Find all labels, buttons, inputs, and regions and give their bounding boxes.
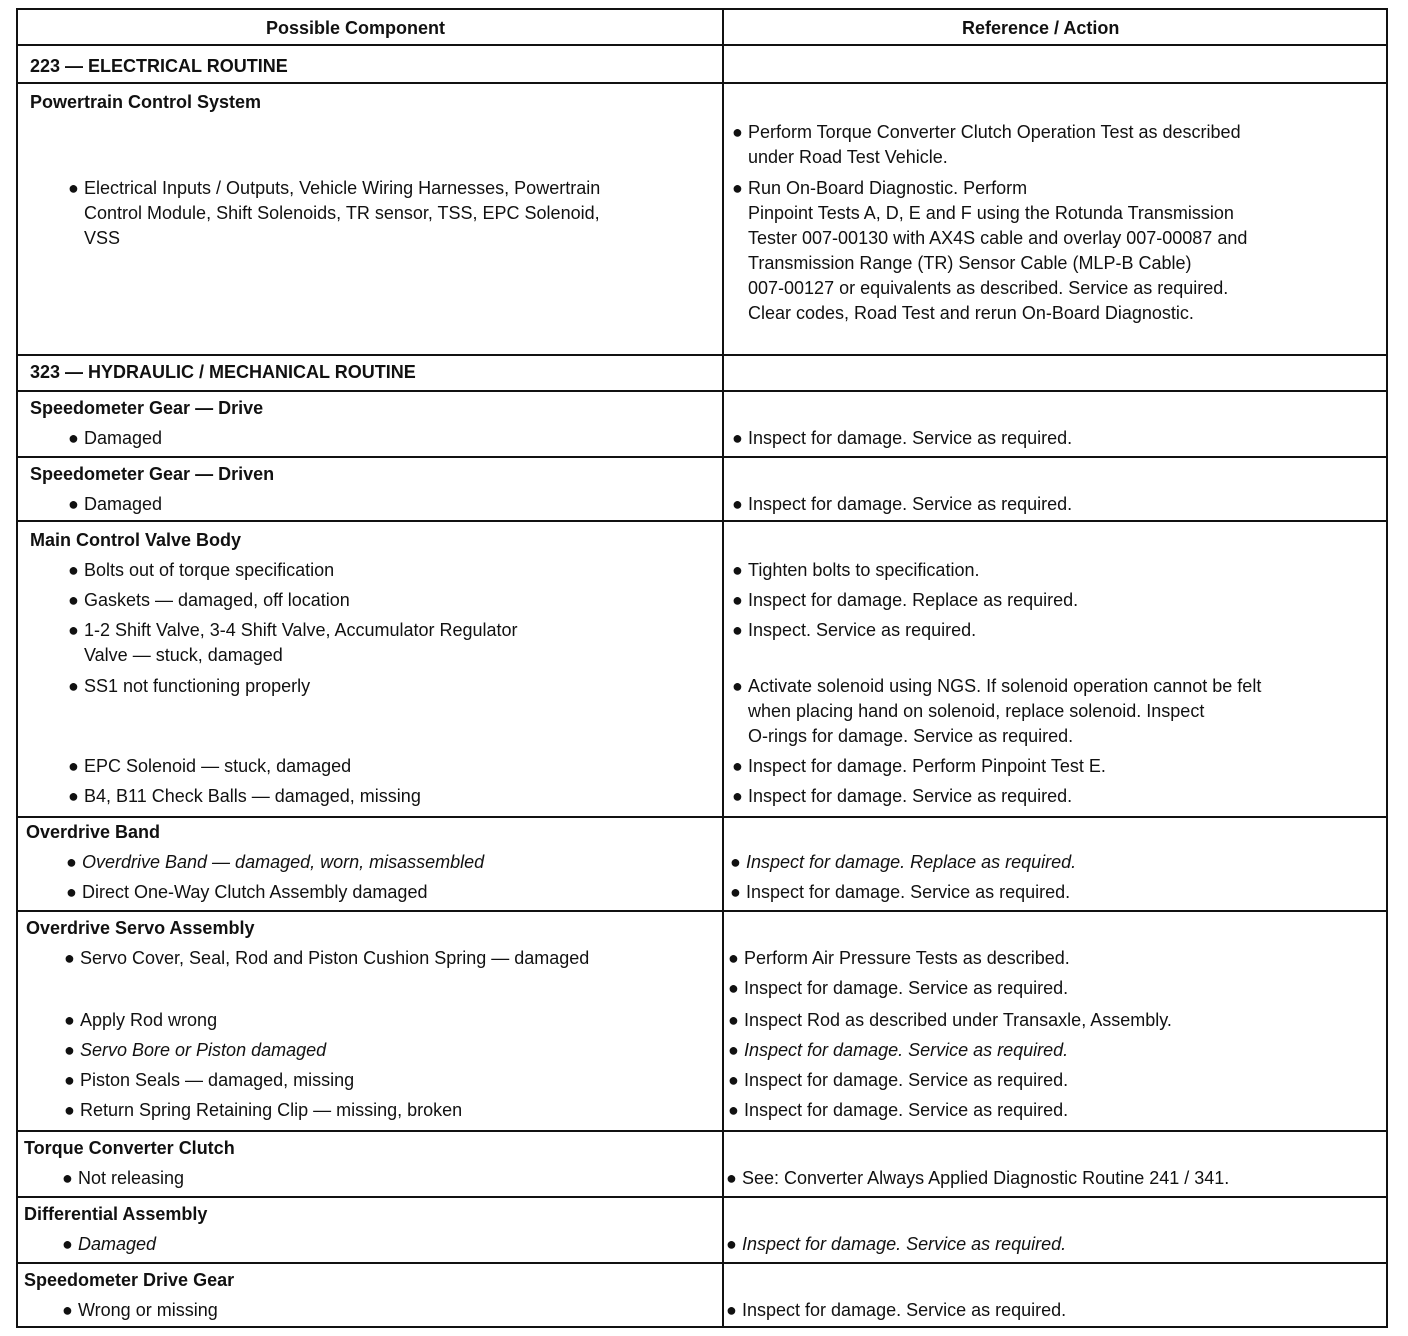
group-title-overdrive-servo: Overdrive Servo Assembly (26, 918, 255, 938)
bullet-icon: ● (728, 1100, 739, 1120)
section-title-electrical: 223 — ELECTRICAL ROUTINE (30, 56, 288, 76)
action-text: Inspect for damage. Replace as required. (748, 590, 1079, 610)
item-text: Direct One-Way Clutch Assembly damaged (82, 882, 428, 902)
action-text: Inspect for damage. Service as required. (748, 786, 1073, 806)
list-item (64, 1068, 704, 1093)
list-item (68, 618, 708, 668)
list-item (730, 850, 1380, 875)
bullet-icon: ● (62, 1234, 73, 1254)
bullet-icon: ● (728, 978, 739, 998)
item-text: Wrong or missing (78, 1300, 218, 1320)
column-divider (722, 10, 724, 1326)
list-item (728, 1068, 1378, 1093)
list-item (62, 1166, 702, 1191)
list-item (68, 674, 708, 699)
bullet-icon: ● (732, 428, 743, 448)
row-divider (18, 390, 1386, 392)
item-text: Damaged (84, 494, 163, 514)
item-text: Gaskets — damaged, off location (84, 590, 350, 610)
diagnostic-table (16, 8, 1388, 1328)
item-text: Overdrive Band — damaged, worn, misassembled (82, 852, 485, 872)
group-title-differential: Differential Assembly (24, 1204, 208, 1224)
item-text: Bolts out of torque specification (84, 560, 335, 580)
item-text: Apply Rod wrong (80, 1010, 218, 1030)
action-text: Clear codes, Road Test and rerun On-Board Diagnostic. (748, 303, 1194, 323)
action-text: Inspect for damage. Service as required. (744, 1070, 1069, 1090)
bullet-icon: ● (62, 1300, 73, 1320)
list-item (68, 754, 708, 779)
bullet-icon: ● (730, 882, 741, 902)
bullet-icon: ● (728, 948, 739, 968)
item-text: Not releasing (78, 1168, 185, 1188)
action-text: Inspect for damage. Service as required. (744, 1040, 1069, 1060)
list-item (68, 426, 708, 451)
bullet-icon: ● (732, 560, 743, 580)
row-divider (18, 354, 1386, 356)
item-text: Control Module, Shift Solenoids, TR sensor, TSS, EPC Solenoid, (84, 203, 600, 223)
bullet-icon: ● (64, 1010, 75, 1030)
list-item (62, 1232, 702, 1257)
column-header-action: Reference / Action (962, 18, 1120, 38)
action-text: Perform Torque Converter Clutch Operation Test as described (748, 122, 1241, 142)
list-item (732, 492, 1382, 517)
action-text: Pinpoint Tests A, D, E and F using the Rotunda Transmission (748, 203, 1234, 223)
bullet-icon: ● (68, 590, 79, 610)
action-text: Run On-Board Diagnostic. Perform (748, 178, 1028, 198)
row-divider (18, 520, 1386, 522)
bullet-icon: ● (732, 178, 743, 198)
row-divider (18, 1262, 1386, 1264)
bullet-icon: ● (68, 676, 79, 696)
item-text: Servo Cover, Seal, Rod and Piston Cushion Spring — damaged (80, 948, 590, 968)
list-item (732, 588, 1382, 613)
bullet-icon: ● (726, 1168, 737, 1188)
action-text: Inspect for damage. Service as required. (742, 1300, 1067, 1320)
bullet-icon: ● (64, 1070, 75, 1090)
item-text: VSS (84, 228, 121, 248)
item-text: Electrical Inputs / Outputs, Vehicle Wiring Harnesses, Powertrain (84, 178, 601, 198)
group-title-speedo-drive: Speedometer Gear — Drive (30, 398, 264, 418)
item-text: 1-2 Shift Valve, 3-4 Shift Valve, Accumulator Regulator (84, 620, 518, 640)
item-text: B4, B11 Check Balls — damaged, missing (84, 786, 421, 806)
list-item (64, 946, 714, 971)
list-item (68, 588, 708, 613)
bullet-icon: ● (68, 756, 79, 776)
bullet-icon: ● (64, 1040, 75, 1060)
bullet-icon: ● (732, 122, 743, 142)
bullet-icon: ● (66, 852, 77, 872)
row-divider (18, 910, 1386, 912)
list-item (732, 558, 1382, 583)
bullet-icon: ● (728, 1010, 739, 1030)
row-divider (18, 1196, 1386, 1198)
bullet-icon: ● (726, 1234, 737, 1254)
group-title-valve-body: Main Control Valve Body (30, 530, 242, 550)
bullet-icon: ● (68, 786, 79, 806)
bullet-icon: ● (732, 590, 743, 610)
list-item (68, 784, 708, 809)
bullet-icon: ● (68, 560, 79, 580)
item-text: Return Spring Retaining Clip — missing, broken (80, 1100, 463, 1120)
list-item (66, 880, 706, 905)
bullet-icon: ● (732, 756, 743, 776)
list-item (64, 1038, 704, 1063)
list-item (728, 976, 1378, 1001)
list-item (68, 176, 708, 256)
column-header-component: Possible Component (266, 18, 446, 38)
bullet-icon: ● (68, 620, 79, 640)
item-text: Valve — stuck, damaged (84, 645, 283, 665)
bullet-icon: ● (732, 620, 743, 640)
bullet-icon: ● (726, 1300, 737, 1320)
item-text: Piston Seals — damaged, missing (80, 1070, 355, 1090)
action-text: O-rings for damage. Service as required. (748, 726, 1074, 746)
action-text: Inspect for damage. Service as required. (748, 428, 1073, 448)
action-text: Inspect for damage. Service as required. (744, 1100, 1069, 1120)
bullet-icon: ● (68, 428, 79, 448)
bullet-icon: ● (732, 786, 743, 806)
list-item (68, 558, 708, 583)
list-item (728, 1038, 1378, 1063)
item-text: Servo Bore or Piston damaged (80, 1040, 327, 1060)
list-item (68, 492, 708, 517)
list-item (62, 1298, 702, 1323)
bullet-icon: ● (728, 1040, 739, 1060)
bullet-icon: ● (64, 948, 75, 968)
list-item (728, 946, 1378, 971)
row-divider (18, 82, 1386, 84)
bullet-icon: ● (732, 494, 743, 514)
action-text: 007-00127 or equivalents as described. Service as required. (748, 278, 1229, 298)
action-text: See: Converter Always Applied Diagnostic Routine 241 / 341. (742, 1168, 1230, 1188)
action-text: Inspect for damage. Service as required. (742, 1234, 1067, 1254)
item-text: Damaged (78, 1234, 157, 1254)
group-title-overdrive-band: Overdrive Band (26, 822, 161, 842)
action-text: Inspect. Service as required. (748, 620, 977, 640)
list-item (66, 850, 706, 875)
action-text: Inspect Rod as described under Transaxle, Assembly. (744, 1010, 1172, 1030)
bullet-icon: ● (68, 494, 79, 514)
section-title-hydraulic: 323 — HYDRAULIC / MECHANICAL ROUTINE (30, 362, 416, 382)
action-text: Inspect for damage. Service as required. (744, 978, 1069, 998)
row-divider (18, 456, 1386, 458)
row-divider (18, 1130, 1386, 1132)
group-title-powertrain: Powertrain Control System (30, 92, 262, 112)
bullet-icon: ● (730, 852, 741, 872)
list-item (730, 880, 1380, 905)
action-text: Inspect for damage. Replace as required. (746, 852, 1077, 872)
list-item (732, 176, 1382, 326)
bullet-icon: ● (732, 676, 743, 696)
list-item (726, 1298, 1376, 1323)
item-text: SS1 not functioning properly (84, 676, 311, 696)
list-item (64, 1008, 704, 1033)
bullet-icon: ● (66, 882, 77, 902)
action-text: under Road Test Vehicle. (748, 147, 948, 167)
action-text: Activate solenoid using NGS. If solenoid operation cannot be felt (748, 676, 1262, 696)
list-item (726, 1166, 1376, 1191)
list-item (732, 754, 1382, 779)
row-divider (18, 816, 1386, 818)
list-item (732, 426, 1382, 451)
row-divider (18, 44, 1386, 46)
list-item (64, 1098, 704, 1123)
action-text: Inspect for damage. Perform Pinpoint Test E. (748, 756, 1106, 776)
list-item (732, 120, 1382, 170)
action-text: Inspect for damage. Service as required. (748, 494, 1073, 514)
bullet-icon: ● (68, 178, 79, 198)
group-title-speedo-drive-gear: Speedometer Drive Gear (24, 1270, 235, 1290)
list-item (732, 618, 1382, 643)
action-text: Inspect for damage. Service as required. (746, 882, 1071, 902)
group-title-speedo-driven: Speedometer Gear — Driven (30, 464, 275, 484)
item-text: EPC Solenoid — stuck, damaged (84, 756, 352, 776)
list-item (732, 784, 1382, 809)
item-text: Damaged (84, 428, 163, 448)
action-text: Tester 007-00130 with AX4S cable and overlay 007-00087 and (748, 228, 1248, 248)
action-text: when placing hand on solenoid, replace solenoid. Inspect (748, 701, 1205, 721)
list-item (732, 674, 1382, 749)
action-text: Perform Air Pressure Tests as described. (744, 948, 1070, 968)
bullet-icon: ● (728, 1070, 739, 1090)
bullet-icon: ● (62, 1168, 73, 1188)
action-text: Tighten bolts to specification. (748, 560, 980, 580)
list-item (728, 1098, 1378, 1123)
action-text: Transmission Range (TR) Sensor Cable (MLP-B Cable) (748, 253, 1192, 273)
list-item (726, 1232, 1376, 1257)
bullet-icon: ● (64, 1100, 75, 1120)
group-title-tcc: Torque Converter Clutch (24, 1138, 235, 1158)
list-item (728, 1008, 1378, 1033)
